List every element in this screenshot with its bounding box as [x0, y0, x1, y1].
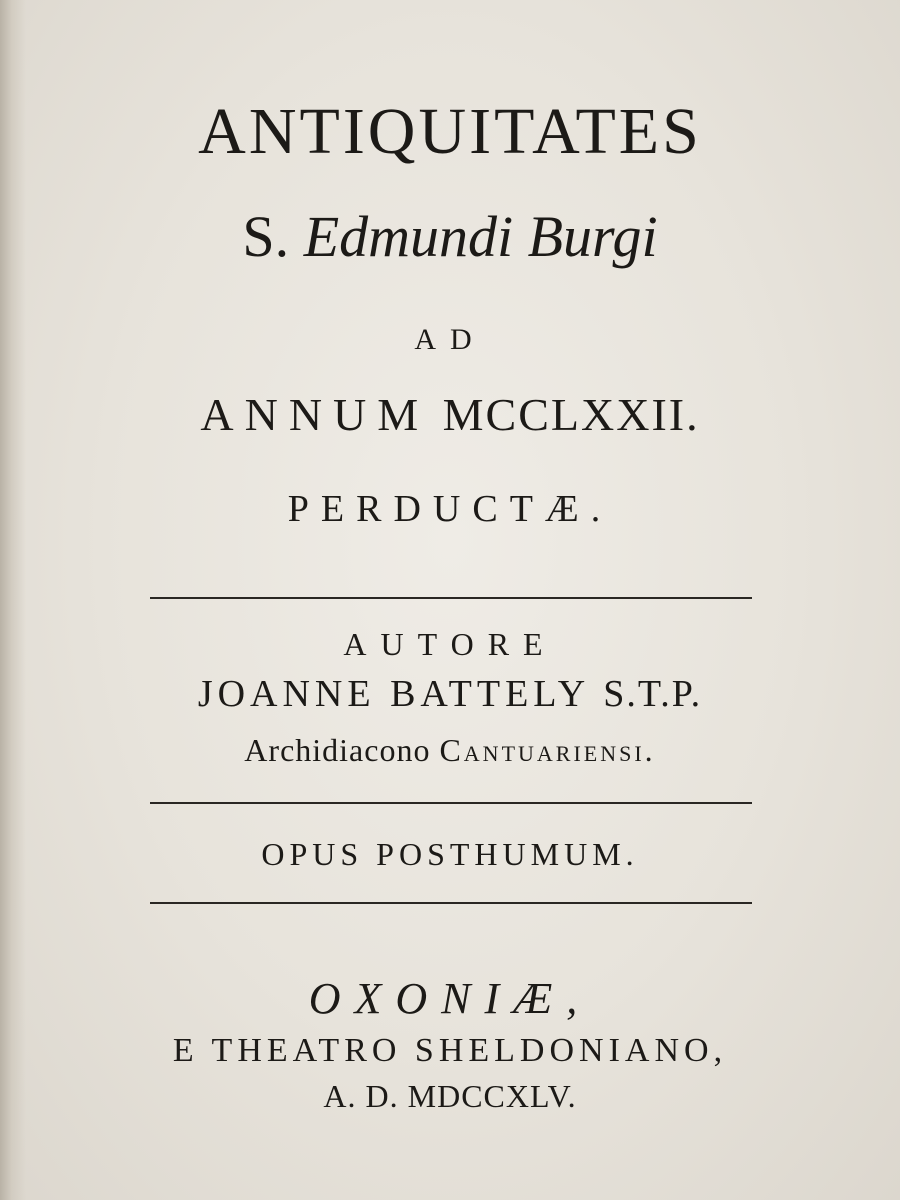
title-line-annum [0, 385, 900, 445]
divider-rule [150, 902, 752, 904]
title-annum-word: ANNUM [200, 389, 430, 440]
opus-posthumum: OPUS POSTHUMUM. [261, 836, 639, 872]
imprint-place: OXONIÆ, [308, 974, 592, 1023]
author-label: AUTORE [343, 626, 557, 662]
author-office-line [0, 730, 900, 770]
title-line-edmundi-burgi [0, 202, 900, 272]
author-degree: S.T.P. [603, 673, 703, 715]
imprint-press: E THEATRO SHELDONIANO, [172, 1032, 728, 1069]
title-line-perductae: PERDUCTÆ. [287, 488, 613, 530]
author-office-prefix: Archidiacono [244, 732, 431, 768]
imprint-date: A. D. MDCCXLV. [323, 1078, 577, 1114]
title-annum-numeral: MCCLXXII. [442, 389, 700, 440]
author-name: JOANNE BATTELY [197, 673, 589, 715]
title-prefix: S. [242, 204, 290, 269]
title-line-antiquitates: ANTIQUITATES [198, 95, 702, 168]
author-office-smallcaps: Cantuariensi. [439, 732, 656, 768]
title-italic: Edmundi Burgi [303, 204, 658, 269]
divider-rule [150, 597, 752, 599]
title-line-ad: AD [414, 323, 486, 356]
divider-rule [150, 802, 752, 804]
author-name-line [0, 670, 900, 718]
